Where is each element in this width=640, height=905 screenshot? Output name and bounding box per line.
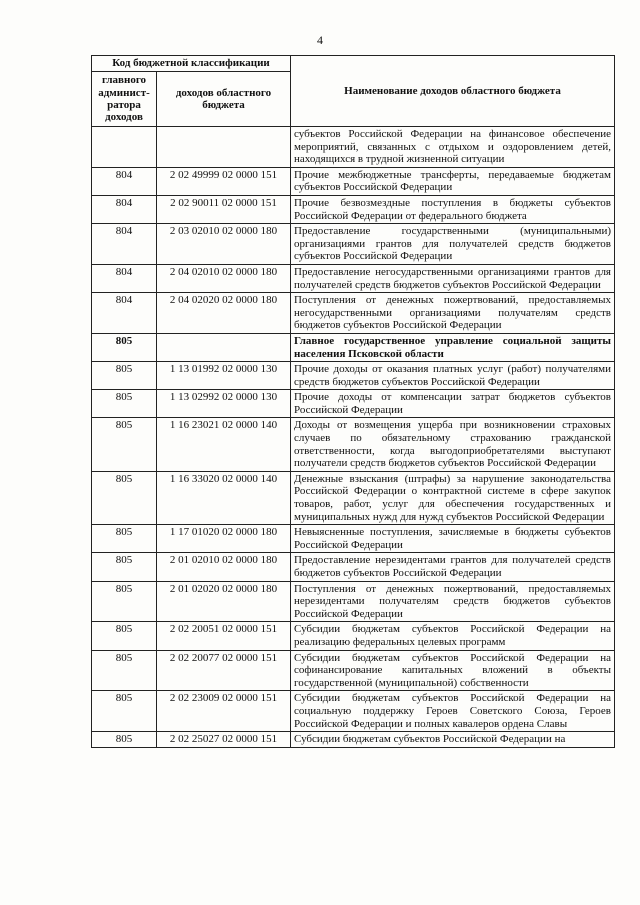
code-cell: 2 02 49999 02 0000 151 bbox=[157, 167, 291, 195]
code-cell: 2 02 25027 02 0000 151 bbox=[157, 732, 291, 748]
name-cell: Прочие доходы от компенсации затрат бюджетов субъектов Российской Федерации bbox=[291, 390, 615, 418]
code-cell bbox=[157, 333, 291, 361]
name-cell: Доходы от возмещения ущерба при возникновении страховых случаев по обязательному страхованию гражданской ответственности, когда выгодоприобретателями выступают получатели средств бюджетов субъектов Российской Федерации bbox=[291, 418, 615, 471]
code-cell: 2 02 23009 02 0000 151 bbox=[157, 691, 291, 732]
code-cell: 2 01 02020 02 0000 180 bbox=[157, 581, 291, 622]
name-cell: Предоставление негосударственными организациями грантов для получателей средств бюджетов субъектов Российской Федерации bbox=[291, 264, 615, 292]
table-row bbox=[92, 581, 615, 622]
code-cell: 1 13 01992 02 0000 130 bbox=[157, 362, 291, 390]
admin-cell: 805 bbox=[92, 418, 157, 471]
table-row bbox=[92, 622, 615, 650]
name-cell: Поступления от денежных пожертвований, предоставляемых негосударственными организациями получателям средств бюджетов субъектов Российской Федерации bbox=[291, 293, 615, 334]
admin-cell: 804 bbox=[92, 224, 157, 265]
table-row bbox=[92, 167, 615, 195]
name-cell: Предоставление нерезидентами грантов для получателей средств бюджетов субъектов Российской Федерации bbox=[291, 553, 615, 581]
header-code: доходов областного бюджета bbox=[157, 72, 291, 127]
name-cell: Прочие межбюджетные трансферты, передаваемые бюджетам субъектов Российской Федерации bbox=[291, 167, 615, 195]
admin-cell bbox=[92, 127, 157, 168]
code-cell: 2 02 20051 02 0000 151 bbox=[157, 622, 291, 650]
code-cell: 2 01 02010 02 0000 180 bbox=[157, 553, 291, 581]
code-cell: 1 16 23021 02 0000 140 bbox=[157, 418, 291, 471]
table-row bbox=[92, 362, 615, 390]
code-cell: 2 02 90011 02 0000 151 bbox=[157, 195, 291, 223]
code-cell: 2 02 20077 02 0000 151 bbox=[157, 650, 291, 691]
admin-cell: 805 bbox=[92, 362, 157, 390]
admin-cell: 805 bbox=[92, 333, 157, 361]
name-cell: Поступления от денежных пожертвований, предоставляемых нерезидентами получателям средств бюджетов субъектов Российской Федерации bbox=[291, 581, 615, 622]
table-row bbox=[92, 390, 615, 418]
admin-cell: 804 bbox=[92, 293, 157, 334]
name-cell: Прочие доходы от оказания платных услуг (работ) получателями средств бюджетов субъектов Российской Федерации bbox=[291, 362, 615, 390]
page-number: 4 bbox=[317, 33, 323, 47]
header-admin: главного админист-ратора доходов bbox=[92, 72, 157, 127]
name-cell: Прочие безвозмездные поступления в бюджеты субъектов Российской Федерации от федерального бюджета bbox=[291, 195, 615, 223]
table-row bbox=[92, 418, 615, 471]
name-cell: Невыясненные поступления, зачисляемые в бюджеты субъектов Российской Федерации bbox=[291, 525, 615, 553]
table-row bbox=[92, 650, 615, 691]
table-row bbox=[92, 333, 615, 361]
admin-cell: 805 bbox=[92, 691, 157, 732]
table-header bbox=[92, 56, 615, 127]
table-row bbox=[92, 691, 615, 732]
table-row bbox=[92, 264, 615, 292]
name-cell: субъектов Российской Федерации на финансовое обеспечение мероприятий, связанных с отдыхом и оздоровлением детей, находящихся в трудной жизненной ситуации bbox=[291, 127, 615, 168]
admin-cell: 805 bbox=[92, 732, 157, 748]
admin-cell: 805 bbox=[92, 471, 157, 524]
name-cell: Субсидии бюджетам субъектов Российской Федерации на реализацию федеральных целевых программ bbox=[291, 622, 615, 650]
admin-cell: 805 bbox=[92, 581, 157, 622]
code-cell bbox=[157, 127, 291, 168]
admin-cell: 805 bbox=[92, 553, 157, 581]
code-cell: 1 16 33020 02 0000 140 bbox=[157, 471, 291, 524]
name-cell: Главное государственное управление социальной защиты населения Псковской области bbox=[291, 333, 615, 361]
table-row bbox=[92, 553, 615, 581]
code-cell: 2 04 02020 02 0000 180 bbox=[157, 293, 291, 334]
table-row bbox=[92, 732, 615, 748]
table-row bbox=[92, 195, 615, 223]
code-cell: 1 17 01020 02 0000 180 bbox=[157, 525, 291, 553]
admin-cell: 804 bbox=[92, 167, 157, 195]
table-row bbox=[92, 224, 615, 265]
name-cell: Предоставление государственными (муниципальными) организациями грантов для получателей средств бюджетов субъектов Российской Федерации bbox=[291, 224, 615, 265]
admin-cell: 804 bbox=[92, 195, 157, 223]
admin-cell: 805 bbox=[92, 650, 157, 691]
table-row bbox=[92, 471, 615, 524]
admin-cell: 805 bbox=[92, 525, 157, 553]
name-cell: Субсидии бюджетам субъектов Российской Федерации на социальную поддержку Героев Советского Союза, Героев Российской Федерации и полных кавалеров ордена Славы bbox=[291, 691, 615, 732]
code-cell: 2 03 02010 02 0000 180 bbox=[157, 224, 291, 265]
table-row bbox=[92, 293, 615, 334]
code-cell: 1 13 02992 02 0000 130 bbox=[157, 390, 291, 418]
code-cell: 2 04 02010 02 0000 180 bbox=[157, 264, 291, 292]
admin-cell: 804 bbox=[92, 264, 157, 292]
name-cell: Денежные взыскания (штрафы) за нарушение законодательства Российской Федерации о контрактной системе в сфере закупок товаров, работ, услуг для обеспечения государственных и муниципальных нужд для нужд субъектов Российской Федерации bbox=[291, 471, 615, 524]
admin-cell: 805 bbox=[92, 390, 157, 418]
name-cell: Субсидии бюджетам субъектов Российской Федерации на софинансирование капитальных вложений в объекты государственной (муниципальной) собственности bbox=[291, 650, 615, 691]
table-row bbox=[92, 127, 615, 168]
header-name: Наименование доходов областного бюджета bbox=[291, 56, 615, 127]
admin-cell: 805 bbox=[92, 622, 157, 650]
group-header: Код бюджетной классификации bbox=[92, 56, 291, 72]
table-body bbox=[92, 127, 615, 748]
table-row bbox=[92, 525, 615, 553]
budget-classification-table bbox=[91, 55, 615, 748]
name-cell: Субсидии бюджетам субъектов Российской Федерации на bbox=[291, 732, 615, 748]
